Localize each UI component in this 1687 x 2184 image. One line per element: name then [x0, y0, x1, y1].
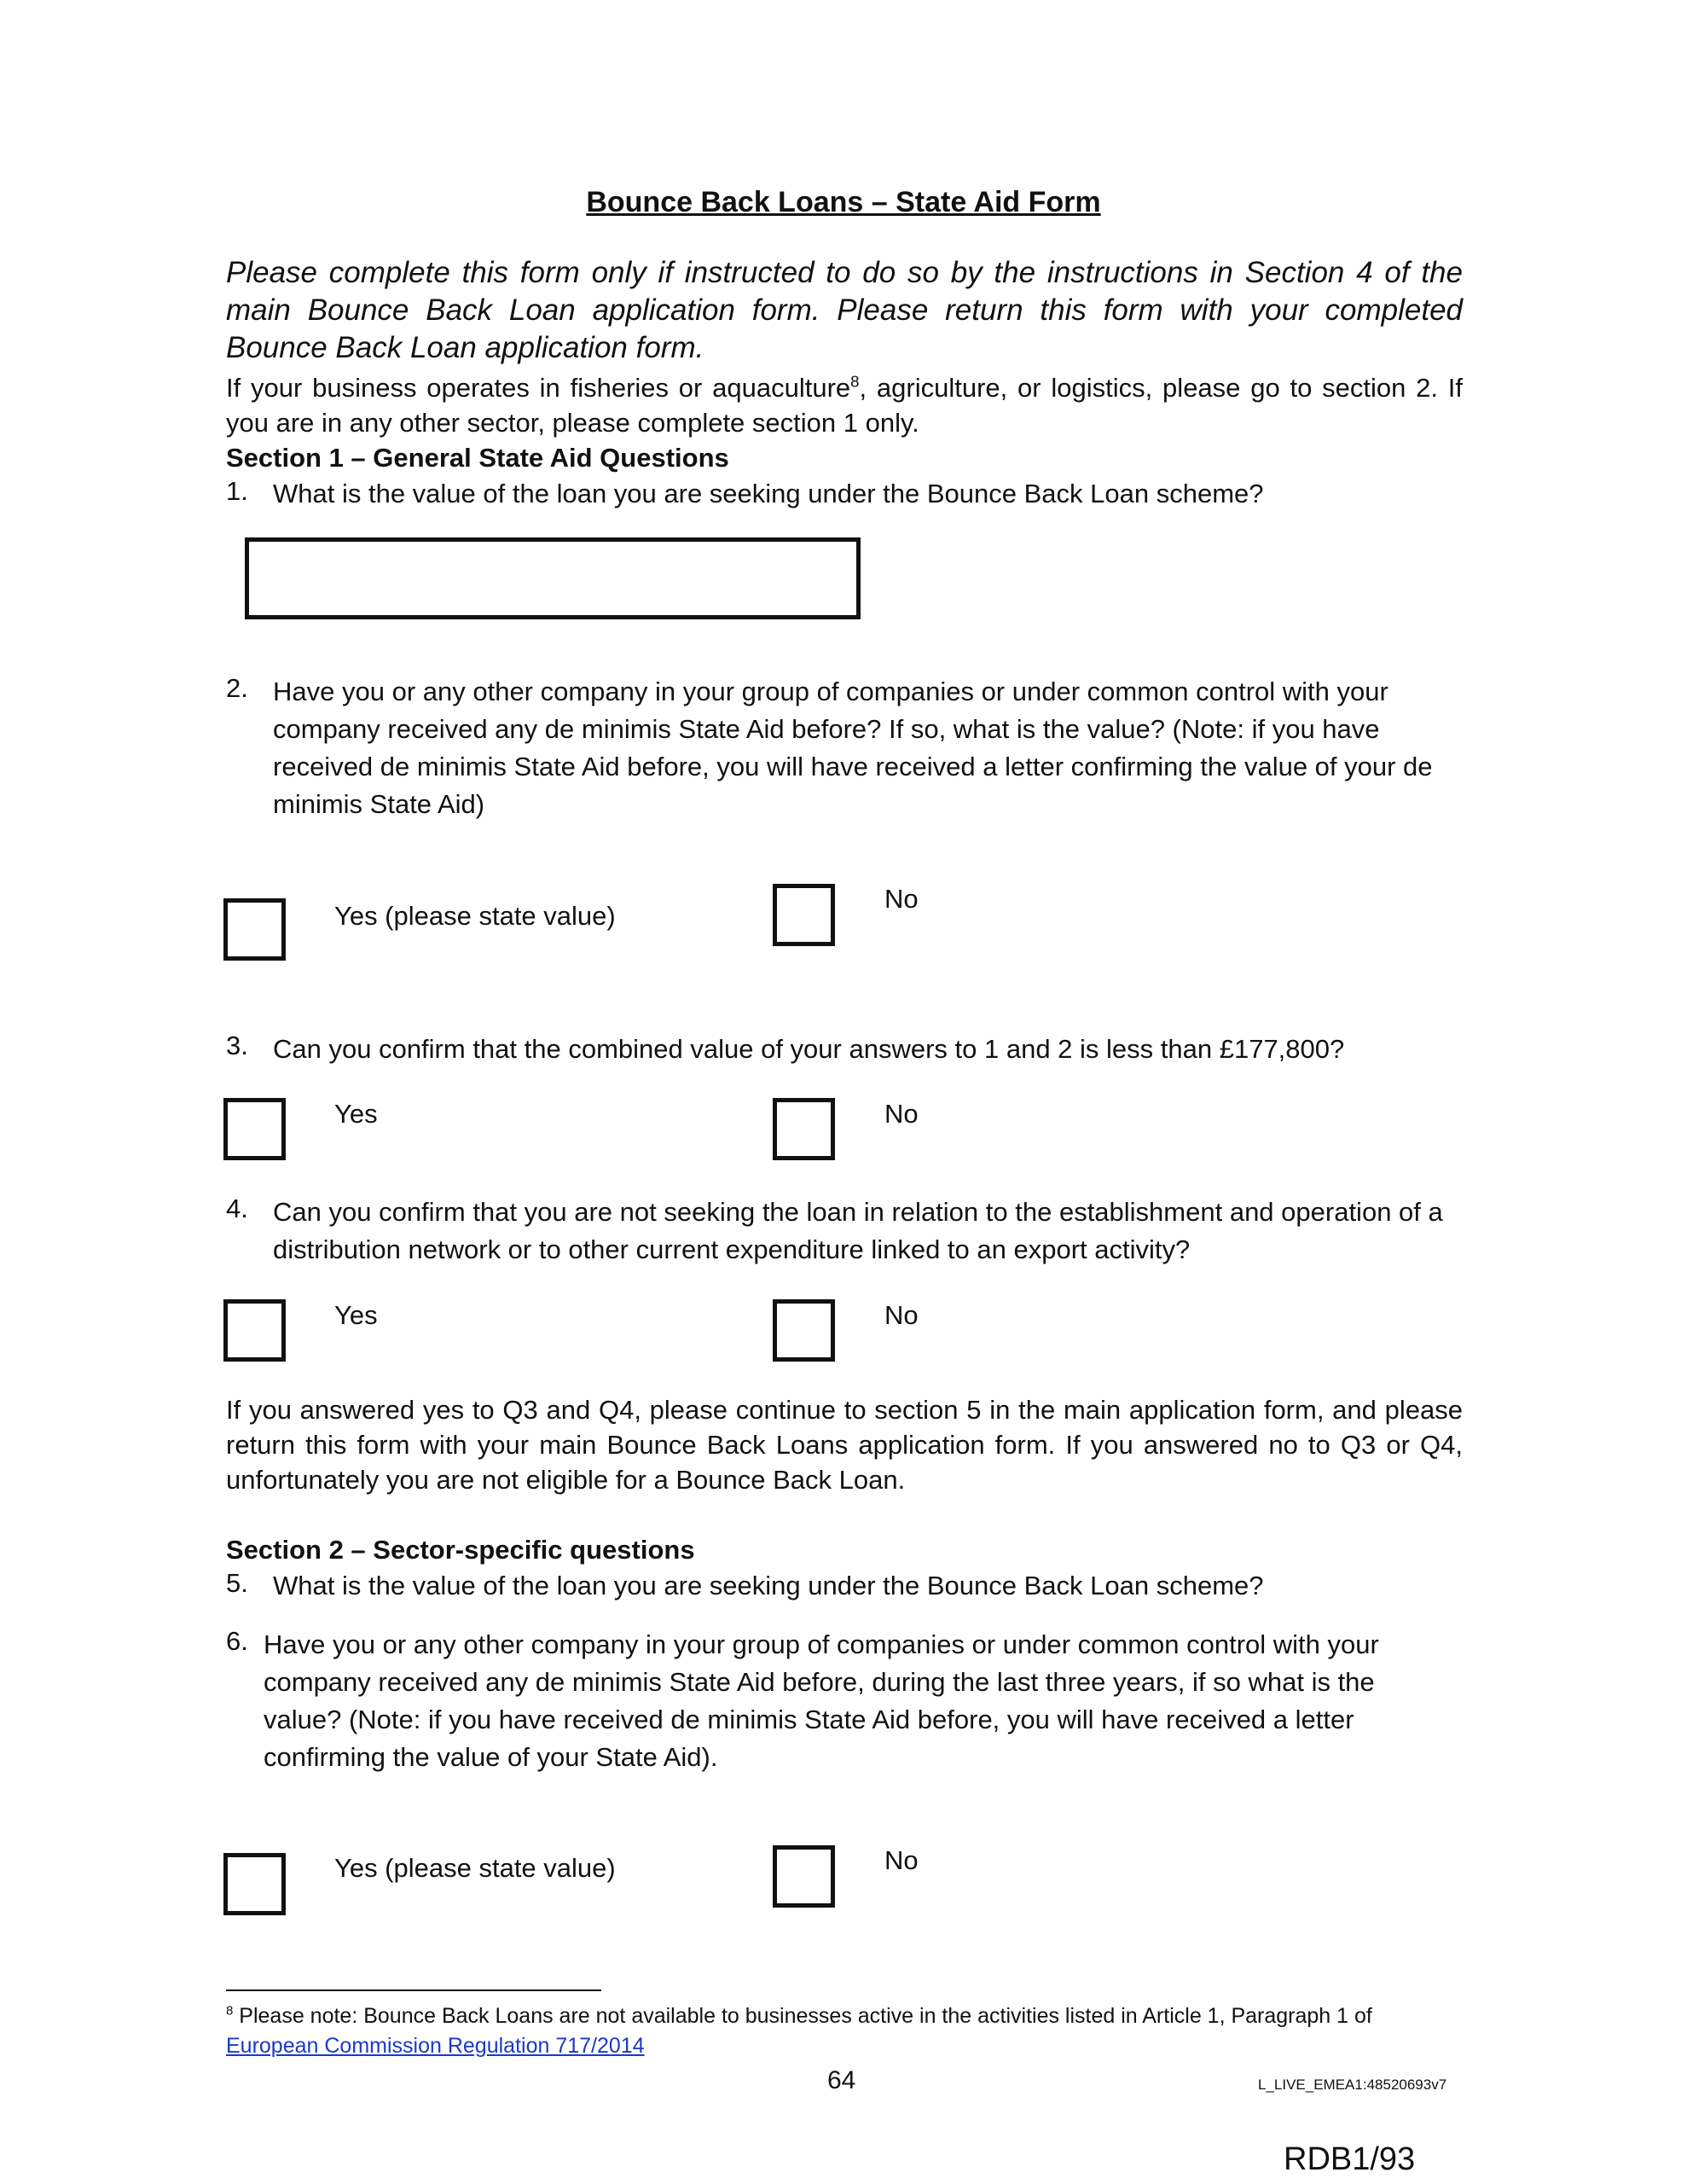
section1-heading: Section 1 – General State Aid Questions — [226, 443, 729, 473]
footnote-ref-8: 8 — [850, 372, 860, 391]
q2-no-checkbox[interactable] — [773, 884, 835, 946]
form-title: Bounce Back Loans – State Aid Form — [586, 186, 1101, 218]
q6-number: 6. — [226, 1626, 248, 1656]
q6-text: Have you or any other company in your group of companies or under common control with your company received any de minimis State Aid before, during the last three years, if so what is the value? (Note: if you have received de minimis State Aid before, you will have received a letter confirming the value of your State Aid). — [264, 1629, 1379, 1772]
footnote-divider — [226, 1989, 601, 1991]
q2-yes-label: Yes (please state value) — [334, 901, 616, 931]
q1-number: 1. — [226, 476, 248, 506]
q2-text: Have you or any other company in your group of companies or under common control with your company received any de minimis State Aid before? If so, what is the value? (Note: if you have received de minimis State Aid before, you will have received a letter confirming the value of your de minimis State Aid) — [273, 677, 1433, 819]
q6-no-checkbox[interactable] — [773, 1845, 835, 1908]
q4-text: Can you confirm that you are not seeking the loan in relation to the establishment and operation of a distribution network or to other current expenditure linked to an export activity? — [273, 1197, 1443, 1264]
q3-number: 3. — [226, 1031, 248, 1060]
footnote-8: $^8$ Please note: Bounce Back Loans are not available to businesses active in the activities listed in Article 1, Paragraph 1 of European Commission Regulation 717/2014 — [226, 2003, 1372, 2058]
q6-yes-checkbox[interactable] — [223, 1853, 286, 1915]
q4-number: 4. — [226, 1194, 248, 1223]
page-number: 64 — [827, 2066, 856, 2094]
q1-loan-value-input[interactable] — [245, 537, 861, 619]
q3-text: Can you confirm that the combined value of your answers to 1 and 2 is less than £177,800? — [273, 1034, 1345, 1064]
document-reference: L_LIVE_EMEA1:48520693v7 — [1258, 2077, 1447, 2093]
regulation-link[interactable]: European Commission Regulation 717/2014 — [226, 2034, 645, 2058]
q3-yes-checkbox[interactable] — [223, 1098, 286, 1160]
q3-yes-label: Yes — [334, 1099, 378, 1129]
q6-no-label: No — [884, 1845, 919, 1875]
q5-number: 5. — [226, 1568, 248, 1598]
section1-closing-note: If you answered yes to Q3 and Q4, please continue to section 5 in the main application form, and please return this form with your main Bounce Back Loans application form. If you answered no to Q3 or Q4, unfortunately you are not eligible for a Bounce Back Loan. — [226, 1395, 1463, 1495]
q3-no-label: No — [884, 1099, 919, 1129]
q6-yes-label: Yes (please state value) — [334, 1853, 616, 1883]
q2-number: 2. — [226, 673, 248, 703]
document-stamp: RDB1/93 — [1284, 2141, 1416, 2177]
intro-sector-note: If your business operates in fisheries or aquaculture$^8$, agriculture, or logistics, please go to section 2. If you are in any other sector, please complete section 1 only. — [226, 372, 1463, 438]
q5-text: What is the value of the loan you are seeking under the Bounce Back Loan scheme? — [273, 1571, 1264, 1600]
q3-no-checkbox[interactable] — [773, 1098, 835, 1160]
q4-no-label: No — [884, 1300, 919, 1330]
q2-no-label: No — [884, 884, 919, 914]
q4-yes-checkbox[interactable] — [223, 1299, 286, 1362]
q4-no-checkbox[interactable] — [773, 1299, 835, 1362]
section2-heading: Section 2 – Sector-specific questions — [226, 1535, 695, 1565]
q4-yes-label: Yes — [334, 1300, 378, 1330]
q2-yes-checkbox[interactable] — [223, 898, 286, 961]
q1-text: What is the value of the loan you are seeking under the Bounce Back Loan scheme? — [273, 479, 1264, 508]
intro-instruction: Please complete this form only if instructed to do so by the instructions in Section 4 of the main Bounce Back Loan application form. Please return this form with your completed Bounce Back Loan application form. — [226, 256, 1463, 364]
